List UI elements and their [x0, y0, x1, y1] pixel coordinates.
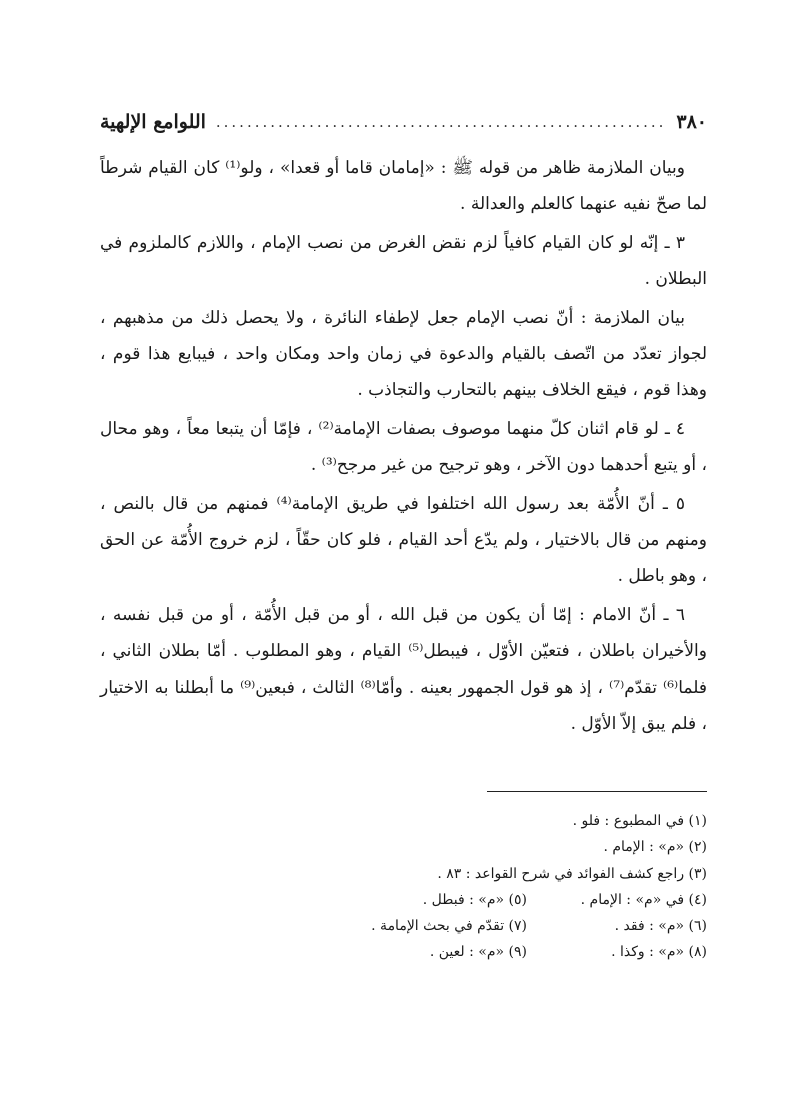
footnote: (٤) في «م» : الإمام . [580, 891, 707, 908]
footnotes [100, 808, 707, 966]
main-text [100, 150, 707, 743]
paragraph: بيان الملازمة : أنّ نصب الإمام جعل لإطفاء النائرة ، ولا يحصل ذلك من مذهبهم ، لجواز تعدّد من اتّصف بالقيام والدعوة في زمان واحد ومكان واحد ، فيبايع هذا قوم ، وهذا قوم ، فيقع الخلاف بينهم بالتحارب والتجاذب . [100, 307, 707, 401]
footnote: (١) في المطبوع : فلو . [572, 813, 707, 829]
running-title: اللوامع الإلهية [100, 111, 206, 133]
footnote: (٧) تقدّم في بحث الإمامة . [371, 918, 527, 935]
footnote-row [100, 939, 707, 965]
header-leader-dots: .......................................................... [215, 113, 667, 131]
footnote: (٨) «م» : وكذا . [611, 944, 707, 961]
footnote: (٣) راجع كشف الفوائد في شرح القواعد : ٨٣ . [437, 865, 707, 882]
footnote-row [100, 887, 707, 913]
running-header [100, 108, 707, 136]
paragraph: ٤ ـ لو قام اثنان كلّ منهما موصوف بصفات الإمامة⁽²⁾ ، فإمّا أن يتبعا معاً ، وهو محال ، أو يتبع أحدهما دون الآخر ، وهو ترجيح من غير مرجح⁽³⁾ . [100, 418, 707, 476]
paragraph: وبيان الملازمة ظاهر من قوله ﷺ : «إمامان قاما أو قعدا» ، ولو⁽¹⁾ كان القيام شرطاً لما صحّ نفيه عنهما كالعلم والعدالة . [100, 158, 707, 215]
page-number: ٣٨٠ [676, 111, 707, 133]
footnote: (٩) «م» : لعين . [429, 944, 527, 961]
footnote-divider [487, 791, 707, 792]
footnote-row [100, 913, 707, 939]
paragraph: ٣ ـ إنّه لو كان القيام كافياً لزم نقض الغرض من نصب الإمام ، واللازم كالملزوم في البطلان . [100, 232, 707, 290]
footnote: (٢) «م» : الإمام . [603, 839, 707, 856]
paragraph: ٦ ـ أنّ الامام : إمّا أن يكون من قبل الله ، أو من قبل الأُمّة ، أو من قبل نفسه ، والأخيران باطلان ، فتعيّن الأوّل ، فيبطل⁽⁵⁾ القيام ، وهو المطلوب . أمّا بطلان الثاني ، فلما⁽⁶⁾ تقدّم⁽⁷⁾ ، إذ هو قول الجمهور بعينه . وأمّا⁽⁸⁾ الثالث ، فبعين⁽⁹⁾ ما أبطلنا به الاختيار ، فلم يبق إلاّ الأوّل . [100, 604, 707, 735]
paragraph: ٥ ـ أنّ الأُمّة بعد رسول الله اختلفوا في طريق الإمامة⁽⁴⁾ فمنهم من قال بالنص ، ومنهم من قال بالاختيار ، ولم يدّع أحد القيام ، فلو كان حقّاً ، لزم خروج الأُمّة عن الحق ، وهو باطل . [100, 493, 707, 587]
footnote: (٥) «م» : فبطل . [422, 891, 527, 908]
footnote: (٦) «م» : فقد . [614, 918, 707, 935]
